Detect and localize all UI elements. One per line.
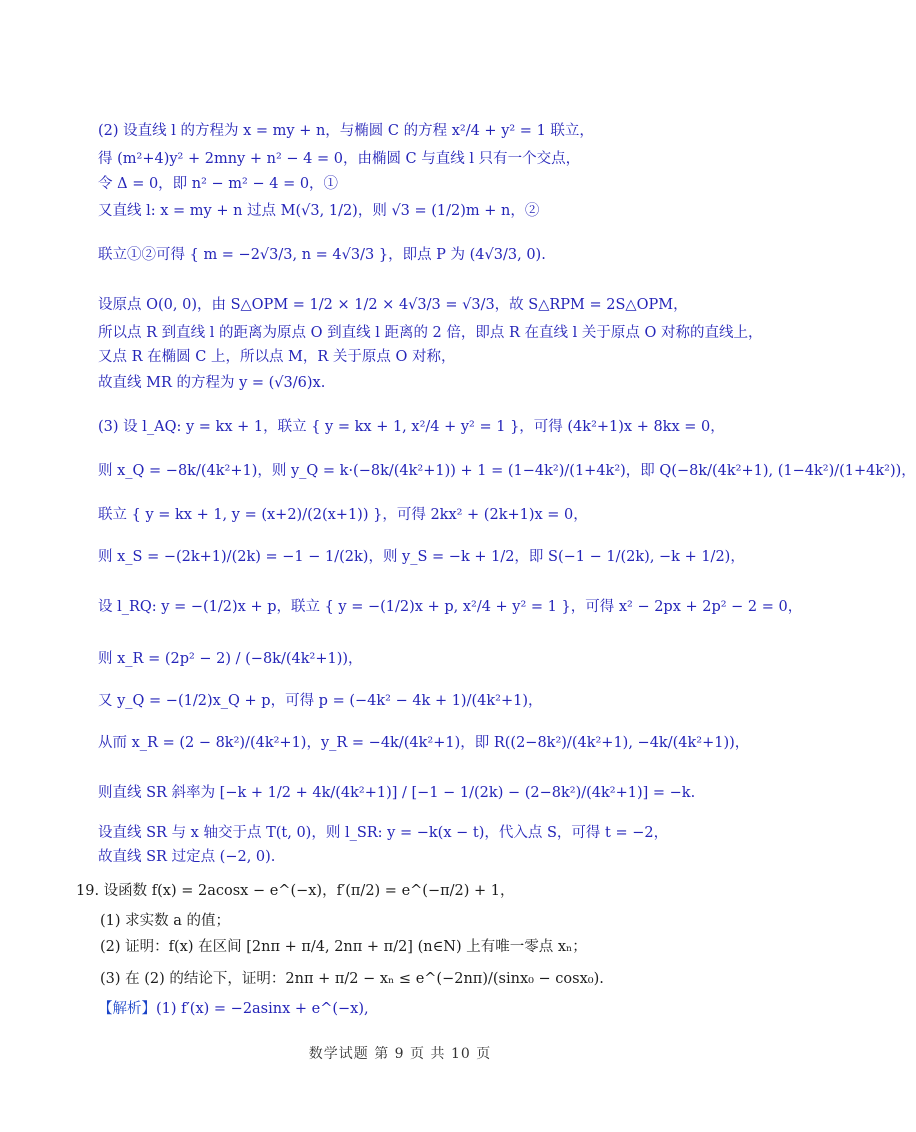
analysis-tag: 【解析】	[98, 1001, 156, 1017]
problem-19-part-1: (1) 求实数 a 的值；	[100, 913, 231, 929]
solution-line-9: 故直线 MR 的方程为 y = (√3/6)x.	[98, 375, 326, 391]
solution-line-6: 设原点 O(0, 0)，由 S△OPM = 1/2 × 1/2 × 4√3/3 = √3/3，故 S△RPM = 2S△OPM，	[98, 297, 688, 313]
solution-line-15: 则 x_R = (2p² − 2) / (−8k/(4k²+1))，	[98, 651, 363, 667]
solution-line-1: (2) 设直线 l 的方程为 x = my + n，与椭圆 C 的方程 x²/4 + y² = 1 联立，	[98, 123, 594, 139]
solution-line-5: 联立①②可得 { m = −2√3/3, n = 4√3/3 }，即点 P 为 (4√3/3, 0).	[98, 247, 546, 263]
solution-line-19: 设直线 SR 与 x 轴交于点 T(t, 0)，则 l_SR: y = −k(x − t)，代入点 S，可得 t = −2，	[98, 825, 669, 841]
solution-line-20: 故直线 SR 过定点 (−2, 0).	[98, 849, 276, 865]
solution-line-7: 所以点 R 到直线 l 的距离为原点 O 到直线 l 距离的 2 倍，即点 R 在直线 l 关于原点 O 对称的直线上，	[98, 325, 763, 341]
solution-line-12: 联立 { y = kx + 1, y = (x+2)/(2(x+1)) }，可得 2kx² + (2k+1)x = 0，	[98, 507, 588, 523]
solution-line-18: 则直线 SR 斜率为 [−k + 1/2 + 4k/(4k²+1)] / [−1 − 1/(2k) − (2−8k²)/(4k²+1)] = −k.	[98, 785, 696, 801]
problem-19-statement: 19. 设函数 f(x) = 2acosx − e^(−x)，f′(π/2) = e^(−π/2) + 1，	[76, 883, 515, 899]
solution-line-2: 得 (m²+4)y² + 2mny + n² − 4 = 0，由椭圆 C 与直线 l 只有一个交点，	[98, 151, 581, 167]
solution-line-10: (3) 设 l_AQ: y = kx + 1，联立 { y = kx + 1, x²/4 + y² = 1 }，可得 (4k²+1)x + 8kx = 0，	[98, 419, 725, 435]
solution-line-8: 又点 R 在椭圆 C 上，所以点 M，R 关于原点 O 对称，	[98, 349, 456, 365]
analysis-text: (1) f′(x) = −2asinx + e^(−x),	[156, 1001, 369, 1017]
problem-19-part-3: (3) 在 (2) 的结论下，证明：2nπ + π/2 − xₙ ≤ e^(−2nπ)/(sinx₀ − cosx₀).	[100, 971, 604, 987]
solution-line-3: 令 Δ = 0，即 n² − m² − 4 = 0，①	[98, 176, 339, 192]
solution-line-13: 则 x_S = −(2k+1)/(2k) = −1 − 1/(2k)，则 y_S = −k + 1/2，即 S(−1 − 1/(2k), −k + 1/2)，	[98, 549, 745, 565]
solution-line-14: 设 l_RQ: y = −(1/2)x + p，联立 { y = −(1/2)x + p, x²/4 + y² = 1 }，可得 x² − 2px + 2p² − 2 = 0，	[98, 599, 803, 615]
solution-line-4: 又直线 l: x = my + n 过点 M(√3, 1/2)，则 √3 = (1/2)m + n，②	[98, 203, 540, 219]
page-footer: 数学试题 第 9 页 共 10 页	[308, 1046, 492, 1062]
solution-line-17: 从而 x_R = (2 − 8k²)/(4k²+1)，y_R = −4k/(4k²+1)，即 R((2−8k²)/(4k²+1), −4k/(4k²+1))，	[98, 735, 750, 751]
solution-line-11: 则 x_Q = −8k/(4k²+1)，则 y_Q = k·(−8k/(4k²+1)) + 1 = (1−4k²)/(1+4k²)，即 Q(−8k/(4k²+1), (1−4k²)/(1+4k²))，	[98, 463, 916, 479]
solution-line-16: 又 y_Q = −(1/2)x_Q + p，可得 p = (−4k² − 4k + 1)/(4k²+1)，	[98, 693, 543, 709]
analysis-line	[98, 1000, 369, 1018]
problem-19-part-2: (2) 证明：f(x) 在区间 [2nπ + π/4, 2nπ + π/2] (n∈N) 上有唯一零点 xₙ；	[100, 939, 587, 955]
